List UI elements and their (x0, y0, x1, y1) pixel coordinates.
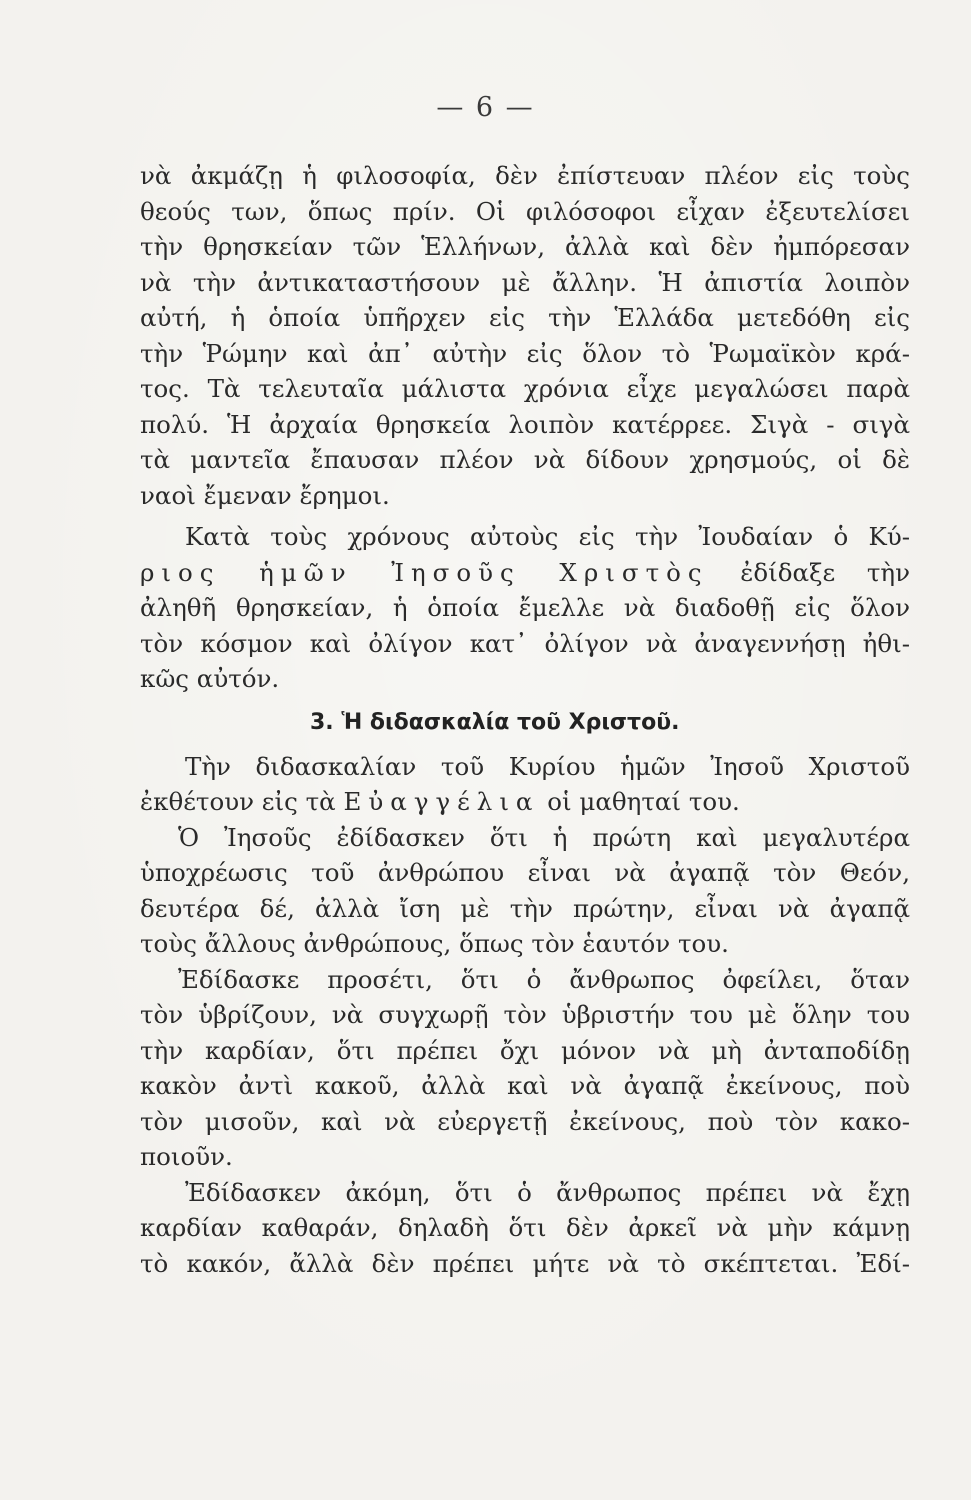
text-line: Κατὰ τοὺς χρόνους αὐτοὺς εἰς τὴν Ἰουδαίαν ὁ Κύ- (185, 522, 910, 551)
text-line: τὴν καρδίαν, ὅτι πρέπει ὄχι μόνον νὰ μὴ ἀνταποδίδῃ (140, 1035, 910, 1065)
text-line: κακὸν ἀντὶ κακοῦ, ἀλλὰ καὶ νὰ ἀγαπᾷ ἐκείνους, ποὺ (140, 1071, 910, 1100)
text-line: Ἐδίδασκεν ἀκόμη, ὅτι ὁ ἄνθρωπος πρέπει νὰ ἔχῃ (185, 1177, 910, 1207)
page-body-text (140, 158, 910, 1281)
spaced-word: Εὐαγγέλια (343, 787, 540, 816)
text-line (140, 784, 910, 820)
text-fragment: ἐκθέτουν εἰς τὰ (140, 787, 336, 816)
page-number: — 6 — (436, 92, 535, 123)
text-line: τος. Τὰ τελευταῖα μάλιστα χρόνια εἶχε μεγαλώσει παρὰ (140, 374, 910, 403)
section-heading: 3. Ἡ διδασκαλία τοῦ Χριστοῦ. (310, 709, 680, 735)
text-line: ὑποχρέωσις τοῦ ἀνθρώπου εἶναι νὰ ἀγαπᾷ τὸν Θεόν, (140, 858, 910, 887)
text-line: ἀληθῆ θρησκείαν, ἡ ὁποία ἔμελλε νὰ διαδοθῇ εἰς ὅλον (140, 593, 910, 622)
text-line: νὰ ἀκμάζῃ ἡ φιλοσοφία, δὲν ἐπίστευαν πλέον εἰς τοὺς (140, 161, 910, 190)
text-line: τὸν κόσμον καὶ ὀλίγον κατ᾽ ὀλίγον νὰ ἀναγεννήσῃ ἠθι- (140, 628, 910, 658)
spaced-name: ριος ἡμῶν Ἰησοῦς Χριστὸς (140, 557, 709, 587)
text-line: τὸ κακόν, ἄλλὰ δὲν πρέπει μήτε νὰ τὸ σκέπτεται. Ἐδί- (140, 1248, 910, 1278)
text-line: θεούς των, ὅπως πρίν. Οἱ φιλόσοφοι εἶχαν ἐξευτελίσει (140, 196, 910, 226)
text-line: ποιοῦν. (140, 1142, 233, 1171)
text-line: Τὴν διδασκαλίαν τοῦ Κυρίου ἡμῶν Ἰησοῦ Χριστοῦ (185, 751, 910, 781)
text-line: Ἐδίδασκε προσέτι, ὅτι ὁ ἄνθρωπος ὀφείλει, ὅταν (178, 964, 910, 994)
text-fragment: ἐδίδαξε τὴν (740, 557, 910, 587)
text-line: τὴν Ῥώμην καὶ ἀπ᾽ αὐτὴν εἰς ὅλον τὸ Ῥωμαϊκὸν κρά- (140, 338, 910, 368)
text-line: τὰ μαντεῖα ἔπαυσαν πλέον νὰ δίδουν χρησμούς, οἱ δὲ (140, 445, 910, 474)
text-line: τὸν μισοῦν, καὶ νὰ εὐεργετῇ ἐκείνους, ποὺ τὸν κακο- (140, 1106, 910, 1136)
text-line: καρδίαν καθαράν, δηλαδὴ ὅτι δὲν ἀρκεῖ νὰ μὴν κάμνῃ (140, 1213, 910, 1242)
text-line: τοὺς ἄλλους ἀνθρώπους, ὅπως τὸν ἑαυτόν του. (140, 929, 729, 958)
text-line: τὴν θρησκείαν τῶν Ἑλλήνων, ἀλλὰ καὶ δὲν ἠμπόρεσαν (140, 232, 910, 261)
text-line: τὸν ὑβρίζουν, νὰ συγχωρῇ τὸν ὑβριστήν του μὲ ὅλην του (140, 1000, 910, 1029)
text-line: αὐτή, ἡ ὁποία ὑπῆρχεν εἰς τὴν Ἑλλάδα μετεδόθη εἰς (140, 303, 910, 332)
text-line: Ὁ Ἰησοῦς ἐδίδασκεν ὅτι ἡ πρώτη καὶ μεγαλυτέρα (178, 822, 910, 852)
text-line (140, 555, 910, 591)
text-line: κῶς αὐτόν. (140, 664, 280, 693)
text-line: νὰ τὴν ἀντικαταστήσουν μὲ ἄλλην. Ἡ ἀπιστία λοιπὸν (140, 267, 910, 297)
text-fragment: οἱ μαθηταί του. (547, 787, 740, 816)
text-line: δευτέρα δέ, ἀλλὰ ἴση μὲ τὴν πρώτην, εἶναι νὰ ἀγαπᾷ (140, 893, 910, 923)
text-line: ναοὶ ἔμεναν ἔρημοι. (140, 480, 390, 510)
text-line: πολύ. Ἡ ἀρχαία θρησκεία λοιπὸν κατέρρεε. Σιγὰ - σιγὰ (140, 409, 910, 439)
